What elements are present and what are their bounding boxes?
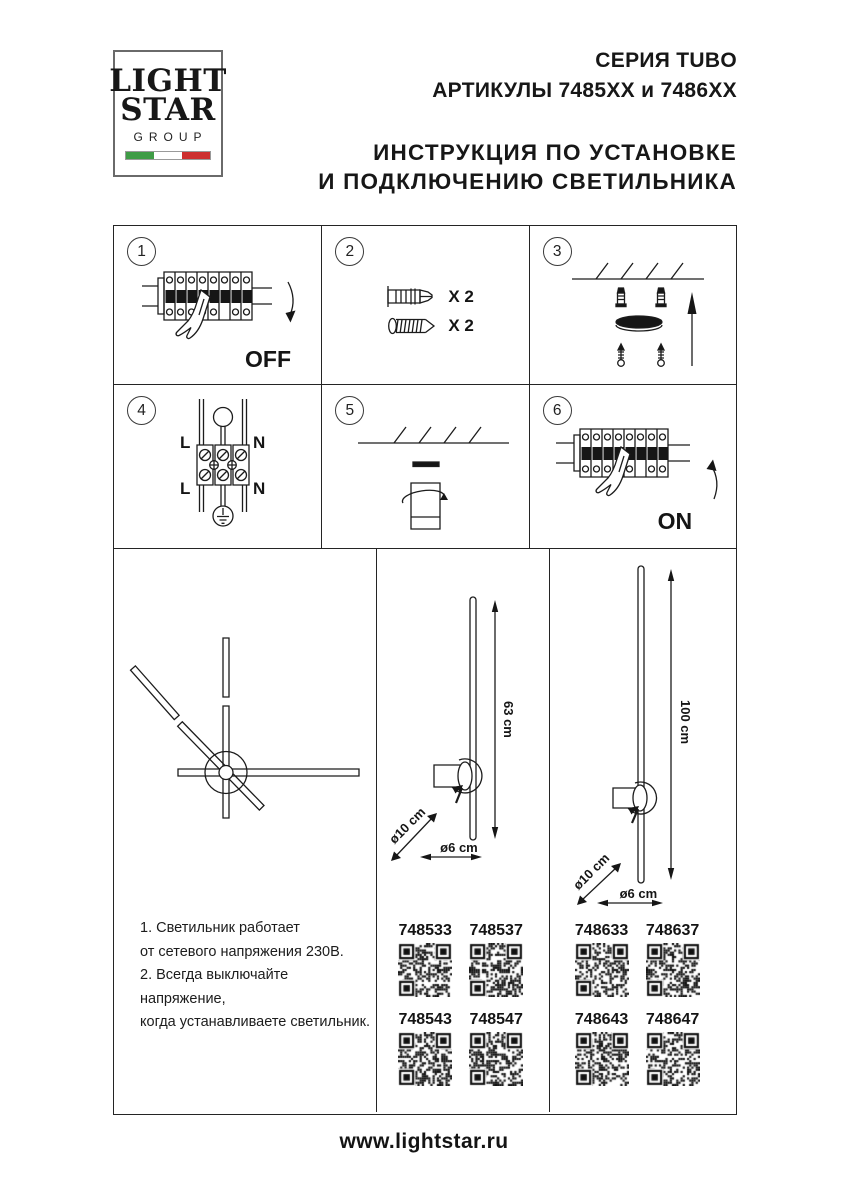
instruction-title-line2: И ПОДКЛЮЧЕНИЮ СВЕТИЛЬНИКА xyxy=(318,169,737,194)
height-100cm-label: 100 cm xyxy=(677,700,693,745)
terminal-n-top-label: N xyxy=(253,433,266,452)
note-line: 2. Всегда выключайте напряжение, xyxy=(140,967,289,1007)
mount-diameter-label: ø10 cm xyxy=(569,850,612,893)
article-number: 748537 xyxy=(469,922,523,939)
safety-notes xyxy=(140,917,376,1035)
article-number: 748643 xyxy=(574,1011,629,1028)
logo-text-group: GROUP xyxy=(133,130,208,144)
terminal-l-top-label: L xyxy=(180,433,191,452)
article-number: 748647 xyxy=(645,1011,700,1028)
qr-code xyxy=(398,943,452,997)
tube-diameter-label: ø6 cm xyxy=(440,840,478,855)
qr-code xyxy=(575,943,629,997)
height-63cm-label: 63 cm xyxy=(501,701,517,738)
qr-code xyxy=(646,1032,700,1086)
step-6-badge: 6 xyxy=(543,396,572,425)
qr-code xyxy=(398,1032,452,1086)
off-label: OFF xyxy=(245,346,291,372)
logo-text-star: STAR xyxy=(120,92,216,128)
article-number: 748543 xyxy=(398,1011,452,1028)
document-titles xyxy=(318,46,737,196)
step-5-panel xyxy=(321,385,528,548)
step-4-panel xyxy=(114,385,321,548)
step-5-badge: 5 xyxy=(335,396,364,425)
note-line: 1. Светильник работает xyxy=(140,920,300,936)
logo-text-light: LIGHT xyxy=(109,63,227,99)
article-number: 748533 xyxy=(398,922,452,939)
flag-red xyxy=(182,152,210,159)
instruction-title-line1: ИНСТРУКЦИЯ ПО УСТАНОВКЕ xyxy=(373,140,737,165)
tube-diameter-label: ø6 cm xyxy=(619,886,658,901)
screw-qty-label: X 2 xyxy=(448,316,474,335)
articles-title: АРТИКУЛЫ 7485XX и 7486XX xyxy=(432,79,737,102)
dowel-qty-label: X 2 xyxy=(448,287,474,306)
step-3-panel xyxy=(529,226,736,384)
qr-code xyxy=(646,943,700,997)
website-url: www.lightstar.ru xyxy=(339,1130,509,1153)
terminal-l-bottom-label: L xyxy=(180,479,191,498)
product-100cm-panel xyxy=(549,549,736,1112)
articles-100cm-block xyxy=(575,922,700,1086)
article-number: 748633 xyxy=(574,922,629,939)
instruction-grid xyxy=(113,225,737,1115)
series-title: СЕРИЯ TUBO xyxy=(595,49,737,72)
step-1-badge: 1 xyxy=(127,237,156,266)
step-2-panel xyxy=(321,226,528,384)
article-number: 748547 xyxy=(469,1011,523,1028)
product-63cm-panel xyxy=(376,549,548,1112)
step-4-badge: 4 xyxy=(127,396,156,425)
note-line: когда устанавливаете светильник. xyxy=(140,1014,371,1030)
step-1-panel xyxy=(114,226,321,384)
qr-code xyxy=(575,1032,629,1086)
flag-green xyxy=(126,152,154,159)
fixture-overview-panel xyxy=(114,549,376,1112)
articles-63cm-block xyxy=(398,922,523,1086)
article-number: 748637 xyxy=(645,922,700,939)
note-line: от сетевого напряжения 230В. xyxy=(140,943,344,960)
italian-flag-stripe xyxy=(125,151,211,160)
step-6-panel xyxy=(529,385,736,548)
flag-white xyxy=(154,152,182,159)
mount-diameter-label: ø10 cm xyxy=(386,804,429,847)
lightstar-logo xyxy=(109,50,227,177)
step-2-badge: 2 xyxy=(335,237,364,266)
qr-code xyxy=(469,943,523,997)
terminal-n-bottom-label: N xyxy=(253,479,266,498)
on-label: ON xyxy=(657,508,693,534)
step-3-badge: 3 xyxy=(543,237,572,266)
qr-code xyxy=(469,1032,523,1086)
